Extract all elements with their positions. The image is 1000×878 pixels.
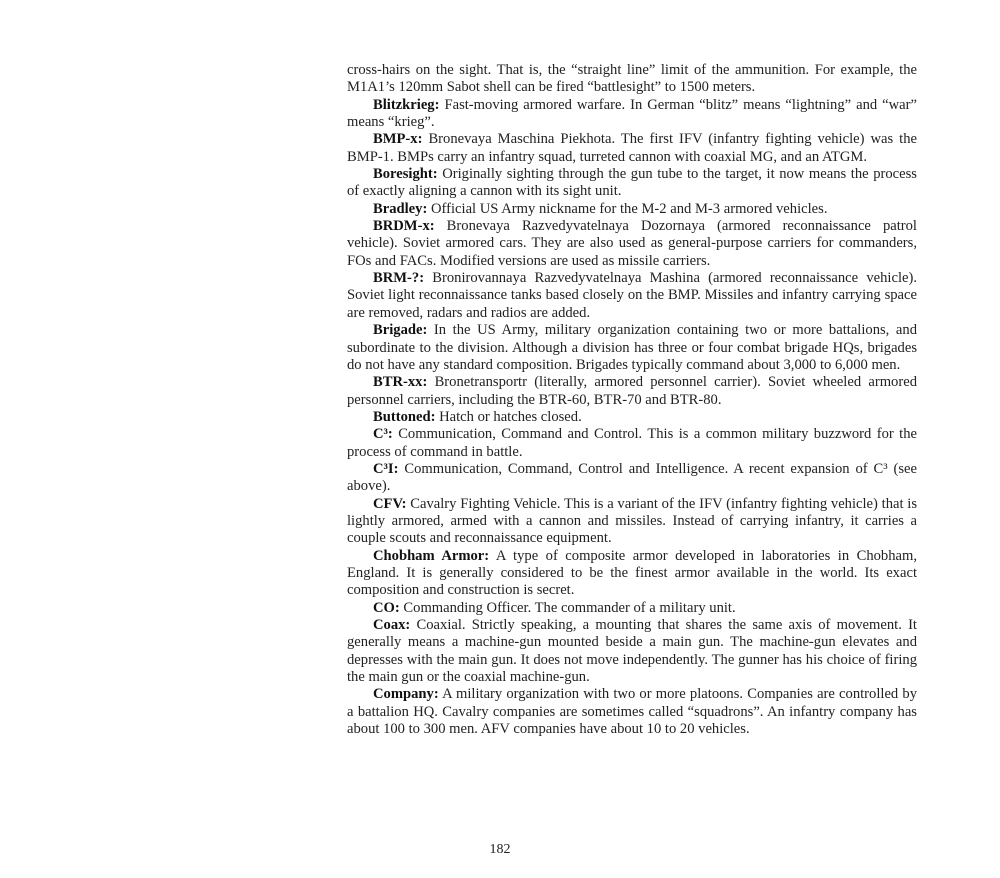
- glossary-entry-bradley: [347, 201, 917, 218]
- glossary-definition: Coaxial. Strictly speaking, a mounting that shares the same axis of movement. It generally means a machine-gun mounted beside a main gun. The machine-gun elevates and depresses with the main gun. It does not move independently. The gunner has his choice of firing the main gun or the coaxial machine-gun.: [347, 617, 917, 686]
- page-number: 182: [489, 842, 511, 857]
- glossary-term: Brigade:: [373, 322, 428, 339]
- glossary-entry-buttoned: [347, 409, 917, 426]
- glossary-term: BRM-?:: [373, 270, 425, 287]
- glossary-entry-chobham-armor: [347, 548, 917, 600]
- glossary-term: CO:: [373, 599, 400, 616]
- glossary-term: CFV:: [373, 495, 407, 512]
- glossary-definition: Communication, Command, Control and Intelligence. A recent expansion of C³ (see above).: [347, 460, 917, 495]
- glossary-entry-brigade: [347, 322, 917, 374]
- glossary-term: BTR-xx:: [373, 374, 428, 391]
- glossary-definition: Bronetransportr (literally, armored personnel carrier). Soviet wheeled armored personnel carriers, including the BTR-60, BTR-70 and BTR-80.: [347, 374, 917, 408]
- glossary-entry-company: [347, 686, 917, 738]
- glossary-continued-paragraph: cross-hairs on the sight. That is, the “straight line” limit of the ammunition. For example, the M1A1’s 120mm Sabot shell can be fired “battlesight” to 1500 meters.: [347, 62, 917, 96]
- glossary-term: Buttoned:: [373, 408, 436, 425]
- glossary-entry-co: [347, 600, 917, 617]
- glossary-definition: In the US Army, military organization containing two or more battalions, and subordinate to the division. Although a division has three or four combat brigade HQs, brigades do not have any standard composition. Brigades typically command about 3,000 to 6,000 men.: [347, 322, 917, 373]
- glossary-definition: Bronevaya Razvedyvatelnaya Dozornaya (armored reconnaissance patrol vehicle). Soviet armored cars. They are also used as general-purpose carriers for commanders, FOs and FACs. Modified versions are used as missile carriers.: [347, 218, 917, 269]
- glossary-definition: Originally sighting through the gun tube to the target, it now means the process of exactly aligning a cannon with its sight unit.: [347, 166, 917, 200]
- glossary-definition: Commanding Officer. The commander of a military unit.: [403, 599, 736, 616]
- glossary-definition: Bronevaya Maschina Piekhota. The first IFV (infantry fighting vehicle) was the BMP-1. BMPs carry an infantry squad, turreted cannon with coaxial MG, and an ATGM.: [347, 131, 917, 165]
- glossary-term: Company:: [373, 686, 439, 703]
- glossary-entry-c3i: [347, 461, 917, 496]
- glossary-definition: Bronirovannaya Razvedyvatelnaya Mashina (armored reconnaissance vehicle). Soviet light reconnaissance tanks based closely on the BMP. Missiles and infantry carrying space are removed, radars and radios are added.: [347, 270, 917, 321]
- glossary-entry-blitzkrieg: [347, 97, 917, 132]
- glossary-definition: A type of composite armor developed in laboratories in Chobham, England. It is generally considered to be the finest armor available in the world. Its exact composition and construction is secret.: [347, 547, 917, 599]
- glossary-entry-coax: [347, 617, 917, 686]
- glossary-definition: Hatch or hatches closed.: [439, 408, 582, 425]
- glossary-term: Boresight:: [373, 166, 438, 183]
- glossary-entry-boresight: [347, 166, 917, 201]
- glossary-entry-c3: [347, 426, 917, 461]
- glossary-entry-brm: [347, 270, 917, 322]
- glossary-term: BRDM-x:: [373, 218, 435, 235]
- glossary-term: C³:: [373, 426, 393, 443]
- glossary-entry-cfv: [347, 496, 917, 548]
- glossary-definition: A military organization with two or more platoons. Companies are controlled by a battalion HQ. Cavalry companies are sometimes called “squadrons”. An infantry company has about 100 to 300 men. AFV companies have about 10 to 20 vehicles.: [347, 686, 918, 738]
- glossary-entry-brdm: [347, 218, 917, 270]
- glossary-entry-btr: [347, 374, 917, 409]
- glossary-definition: Fast-moving armored warfare. In German “blitz” means “lightning” and “war” means “krieg”.: [347, 96, 917, 131]
- glossary-term: Coax:: [373, 617, 411, 633]
- glossary-term: C³I:: [373, 460, 399, 477]
- glossary-term: Blitzkrieg:: [373, 96, 440, 113]
- glossary-entry-bmp: [347, 131, 917, 166]
- glossary-term: BMP-x:: [373, 131, 423, 148]
- glossary-definition: Cavalry Fighting Vehicle. This is a variant of the IFV (infantry fighting vehicle) that is lightly armored, armed with a cannon and missiles. Instead of carrying infantry, it carries a couple scouts and reconnaissance equipment.: [347, 495, 917, 547]
- glossary-page: [347, 62, 917, 738]
- glossary-term: Chobham Armor:: [373, 547, 490, 564]
- glossary-definition: Official US Army nickname for the M-2 and M-3 armored vehicles.: [430, 200, 828, 217]
- glossary-term: Bradley:: [373, 200, 428, 217]
- glossary-definition: Communication, Command and Control. This is a common military buzzword for the process of command in battle.: [347, 426, 917, 460]
